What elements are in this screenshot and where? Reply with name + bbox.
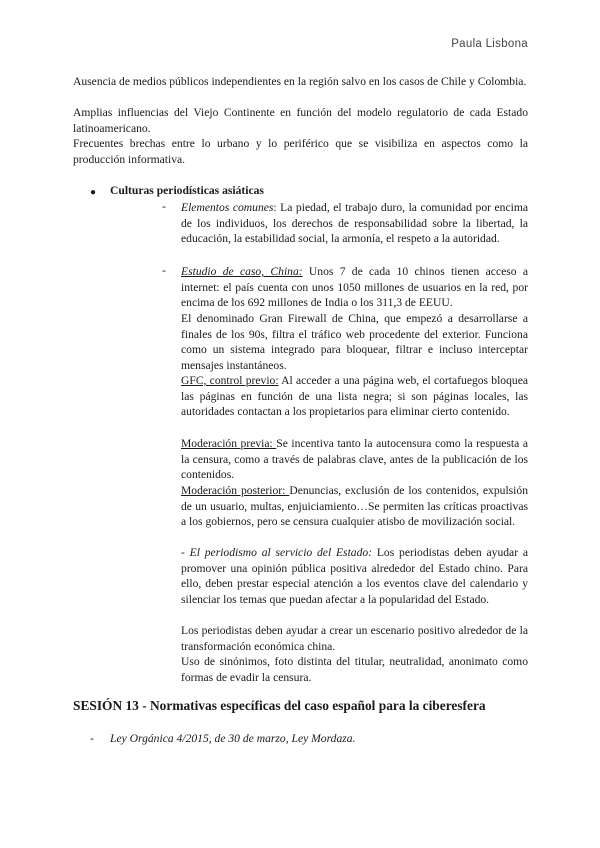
item-gran-firewall: El denominado Gran Firewall de China, que empezó a desarrollarse a finales de los 90s, filtra el tráfico web procedente del exterior. Funciona como un sistema integrado para bloquear, filtrar e incluso interceptar mensajes instantáneos. xyxy=(181,312,528,372)
item-label: Elementos comunes xyxy=(181,201,274,214)
intro-paragraph-1: Ausencia de medios públicos independientes en la región salvo en los casos de Chile y Colombia. xyxy=(73,75,527,88)
page-header-author: Paula Lisbona xyxy=(451,38,528,50)
item-periodismo-estado xyxy=(181,545,528,607)
dash-marker: - xyxy=(90,732,94,745)
item-text: Al acceder a una página web, el cortafuegos bloquea las páginas en función de una lista negra; si son páginas locales, las autoridades contactan a los propietarios para eliminar cierto contenido. xyxy=(181,374,528,419)
item-text: Se incentiva tanto la autocensura como la respuesta a la censura, como a través de palabras clave, antes de la publicación de los contenidos. xyxy=(181,437,528,482)
item-text: Unos 7 de cada 10 chinos tienen acceso a internet: el país cuenta con unos 1050 millones de usuarios en la red, por encima de los 692 millones de India o los 311,3 de EEUU. xyxy=(181,265,528,310)
item-label: GFC, control previo: xyxy=(181,374,279,387)
item-moderacion-posterior xyxy=(181,483,528,530)
item-sinonimos: Uso de sinónimos, foto distinta del titular, neutralidad, anonimato como formas de evadir la censura. xyxy=(181,655,528,684)
section-title: SESIÓN 13 - Normativas específicas del caso español para la ciberesfera xyxy=(73,698,486,713)
dash-marker: - xyxy=(162,200,166,213)
item-escenario-positivo: Los periodistas deben ayudar a crear un escenario positivo alrededor de la transformación económica china. xyxy=(181,624,528,653)
bullet-heading: Culturas periodísticas asiáticas xyxy=(110,184,264,197)
intro-paragraph-2: Amplias influencias del Viejo Continente en función del modelo regulatorio de cada Estado latinoamericano. xyxy=(73,106,528,135)
item-estudio-china xyxy=(181,264,528,311)
item-elementos-comunes xyxy=(181,200,528,247)
item-label: Moderación posterior: xyxy=(181,484,290,497)
bullet-marker: ● xyxy=(90,187,97,198)
item-label: Moderación previa: xyxy=(181,437,277,450)
item-gfc-control xyxy=(181,373,528,420)
item-label: - El periodismo al servicio del Estado: xyxy=(181,546,373,559)
item-text: Los periodistas deben ayudar a promover una opinión pública positiva alrededor del Estado chino. Para ello, deben prestar especial atención a los eventos clave del calendario y silenciar los temas que puedan afectar a la popularidad del Estado. xyxy=(181,546,528,606)
law-item: Ley Orgánica 4/2015, de 30 de marzo, Ley Mordaza. xyxy=(110,732,356,745)
dash-marker: - xyxy=(162,264,166,277)
item-label: Estudio de caso, China: xyxy=(181,265,303,278)
item-text: : La piedad, el trabajo duro, la comunidad por encima de los individuos, los derechos de responsabilidad sobre la libertad, la educación, la estabilidad social, la armonía, el respeto a la autoridad. xyxy=(181,201,528,246)
intro-paragraph-3: Frecuentes brechas entre lo urbano y lo periférico que se visibiliza en aspectos como la producción informativa. xyxy=(73,137,528,166)
item-moderacion-previa xyxy=(181,436,528,483)
item-text: Denuncias, exclusión de los contenidos, expulsión de un usuario, multas, enjuiciamiento…Se permiten las críticas proactivas a los gobiernos, pero se censura cualquier atisbo de movilización social. xyxy=(181,484,528,529)
